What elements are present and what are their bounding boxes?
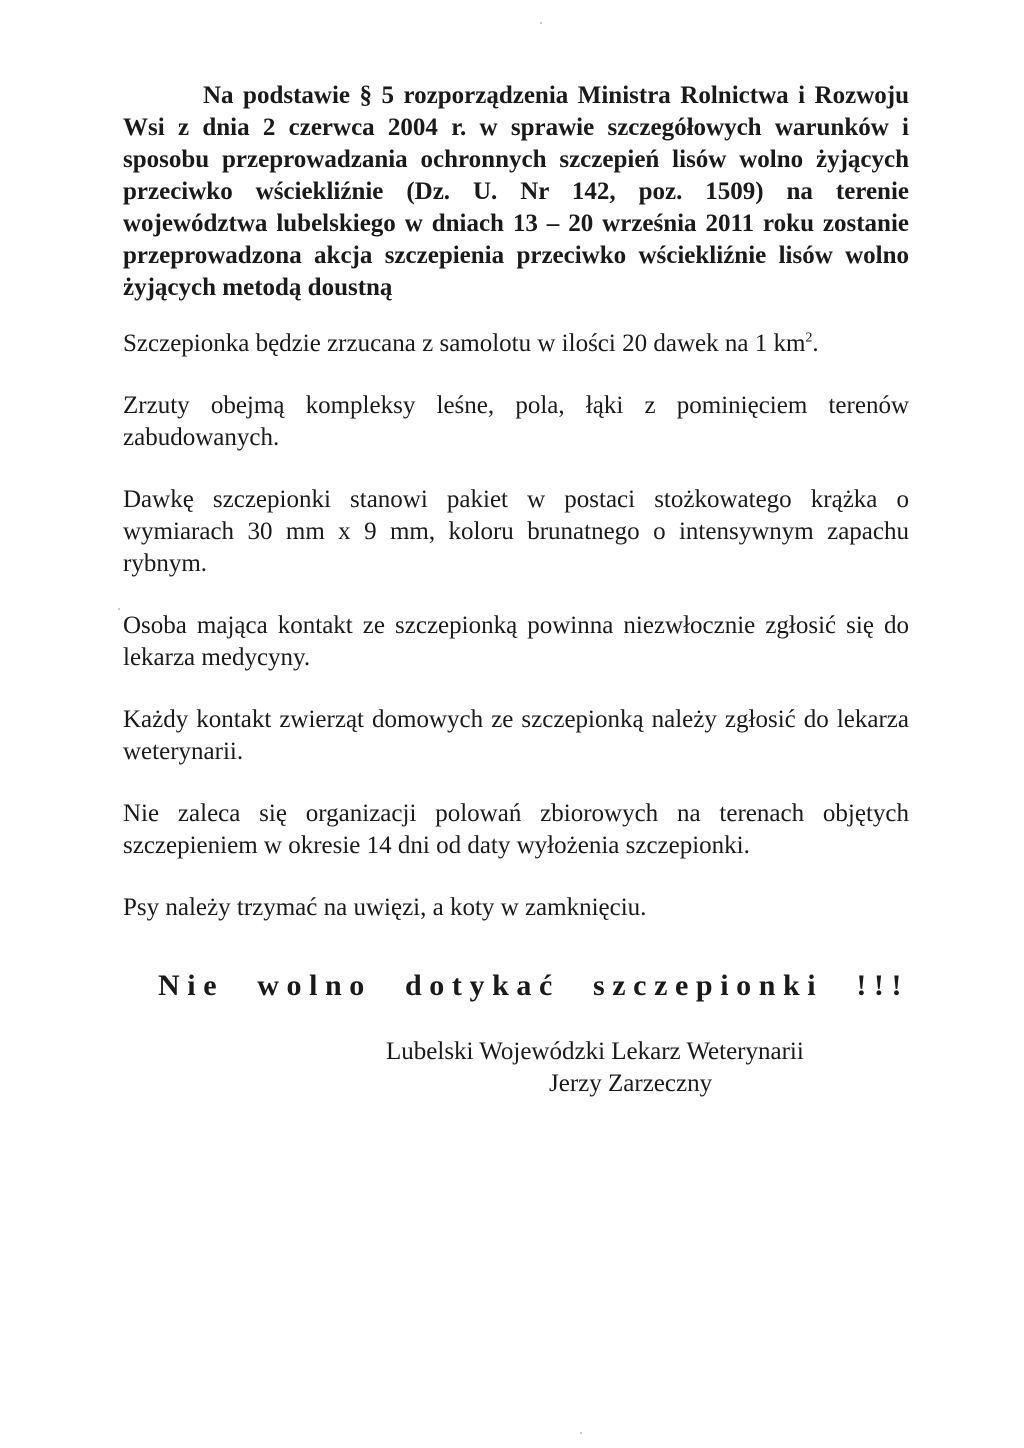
intro-paragraph: Na podstawie § 5 rozporządzenia Ministra Rolnictwa i Rozwoju Wsi z dnia 2 czerwca 2004 r. w sprawie szczegółowych warunków i sposobu przeprowadzania ochronnych szczepień lisów wolno żyjących przeciwko wściekliźnie (Dz. U. Nr 142, poz. 1509) na terenie województwa lubelskiego w dniach 13 – 20 września 2011 roku zostanie przeprowadzona akcja szczepienia przeciwko wściekliźnie lisów wolno żyjących metodą doustną xyxy=(123,82,909,301)
dose-end: . xyxy=(812,330,819,357)
scan-speck xyxy=(540,22,542,24)
dose-superscript: 2 xyxy=(805,330,813,346)
paragraph-pets-restraint: Psy należy trzymać na uwięzi, a koty w zamknięciu. xyxy=(123,894,647,921)
document-body xyxy=(123,80,909,924)
paragraph-human-contact: Osoba mająca kontakt ze szczepionką powinna niezwłocznie zgłosić się do lekarza medycyny. xyxy=(123,612,909,671)
signature-title: Lubelski Wojewódzki Lekarz Weterynarii xyxy=(386,1038,804,1065)
paragraph-drops: Zrzuty obejmą kompleksy leśne, pola, łąki z pominięciem terenów zabudowanych. xyxy=(123,392,909,451)
paragraph-bait-description: Dawkę szczepionki stanowi pakiet w postaci stożkowatego krążka o wymiarach 30 mm x 9 mm, koloru brunatnego o intensywnym zapachu rybnym. xyxy=(123,486,909,577)
dose-paragraph xyxy=(123,328,909,360)
dose-text: Szczepionka będzie zrzucana z samolotu w ilości 20 dawek na 1 km xyxy=(123,330,806,357)
scan-speck xyxy=(118,608,120,610)
signature-name: Jerzy Zarzeczny xyxy=(549,1070,713,1097)
scan-speck xyxy=(580,1432,582,1434)
paragraph-hunting: Nie zaleca się organizacji polowań zbiorowych na terenach objętych szczepieniem w okresie 14 dni od daty wyłożenia szczepionki. xyxy=(123,800,909,859)
warning-heading: Nie wolno dotykać szczepionki !!! xyxy=(158,969,910,1002)
paragraph-pet-contact: Każdy kontakt zwierząt domowych ze szczepionką należy zgłosić do lekarza weterynarii. xyxy=(123,706,909,765)
